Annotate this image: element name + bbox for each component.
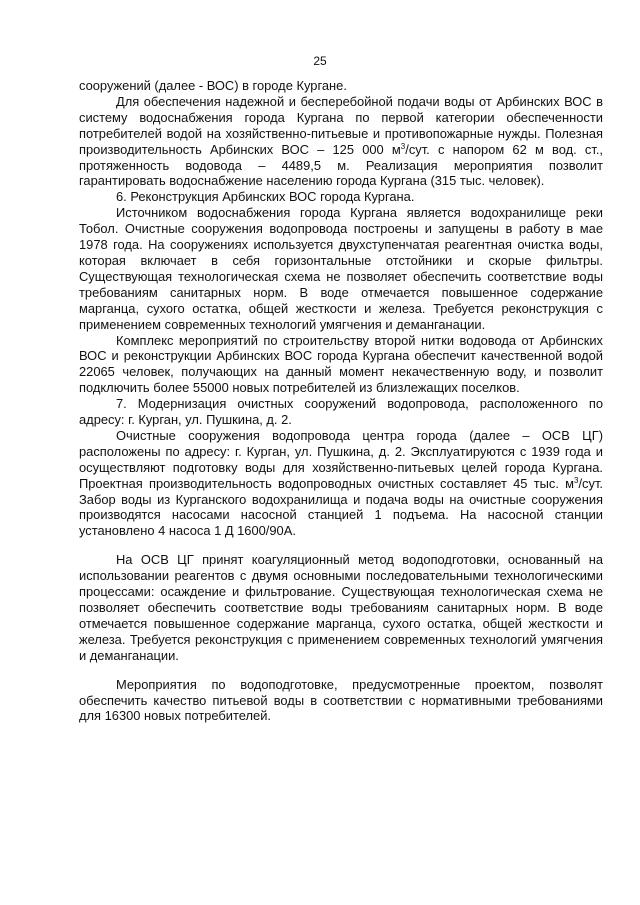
text: 7. Модернизация очистных сооружений водопровода, расположенного по адресу: г. Курган, ул. Пушкина, д. 2. [79, 396, 603, 428]
text: /сут. Забор воды из Курганского водохранилища и подача воды на очистные сооружения производятся насосами насосной станцией 1 подъема. На насосной станции установлено 4 насоса 1 Д 1600/90А. [79, 475, 603, 539]
paragraph-osv-cg [79, 428, 603, 539]
document-body [79, 78, 603, 724]
page-number: 25 [313, 54, 327, 68]
section-heading-6 [79, 189, 603, 205]
text: /сут. с напором 62 м вод. ст., протяженность водовода – 4489,5 м. Реализация мероприятия позволит гарантировать водоснабжение населению города Кургана (315 тыс. человек). [79, 141, 604, 189]
text: Комплекс мероприятий по строительству второй нитки водовода от Арбинских ВОС и реконструкции Арбинских ВОС города Кургана обеспечит качественной водой 22065 человек, получающих на данный момент некачественную воду, и позволит подключить более 55000 новых потребителей из близлежащих поселков. [79, 332, 603, 396]
paragraph-complex-measures [79, 333, 603, 397]
section-heading-7 [79, 396, 603, 428]
paragraph-continuation [79, 78, 603, 94]
paragraph-coagulation [79, 552, 603, 663]
text: 6. Реконструкция Арбинских ВОС города Кургана. [116, 189, 415, 205]
paragraph-water-source [79, 205, 603, 332]
superscript: 3 [400, 141, 406, 151]
paragraph-water-treatment-measures [79, 677, 603, 725]
text: Очистные сооружения водопровода центра города (далее – ОСВ ЦГ) расположены по адресу: г. Курган, ул. Пушкина, д. 2. Эксплуатируются с 1939 года и осуществляют подготовку воды для хозяйственно-питьевых целей города Кургана. Проектная производительность водопроводных очистных составляет 45 тыс. м [79, 427, 603, 491]
text: Источником водоснабжения города Кургана является водохранилище реки Тобол. Очистные сооружения водопровода построены и запущены в работу в мае 1978 года. На сооружениях используется двухступенчатая реагентная очистка воды, которая включает в себя горизонтальные отстойники и скорые фильтры. Существующая технологическая схема не позволяет обеспечить соответствие воды требованиям санитарных норм. В воде отмечается повышенное содержание марганца, сухого остатка, общей жесткости и железа. Требуется реконструкция с применением современных технологий умягчения и деманганации. [79, 205, 603, 332]
text: Мероприятия по водоподготовке, предусмотренные проектом, позволят обеспечить качество питьевой воды в соответствии с нормативными требованиями для 16300 новых потребителей. [79, 676, 603, 724]
paragraph-water-supply-arbinsky [79, 94, 603, 189]
text: Для обеспечения надежной и бесперебойной подачи воды от Арбинских ВОС в систему водоснабжения города Кургана по первой категории обеспеченности потребителей водой на хозяйственно-питьевые и противопожарные нужды. Полезная производительность Арбинских ВОС – 125 000 м [79, 93, 603, 157]
superscript: 3 [574, 475, 579, 485]
text: На ОСВ ЦГ принят коагуляционный метод водоподготовки, основанный на использовании реагентов с двумя основными последовательными технологическими процессами: осаждение и фильтрование. Существующая технологическая схема не позволяет обеспечить соответствие воды требованиям санитарных норм. В воде отмечается повышенное содержание марганца, сухого остатка, общей жесткости и железа. Требуется реконструкция с применением современных технологий умягчения и деманганации. [79, 552, 603, 663]
text: сооружений (далее - ВОС) в городе Кургане. [79, 78, 347, 93]
